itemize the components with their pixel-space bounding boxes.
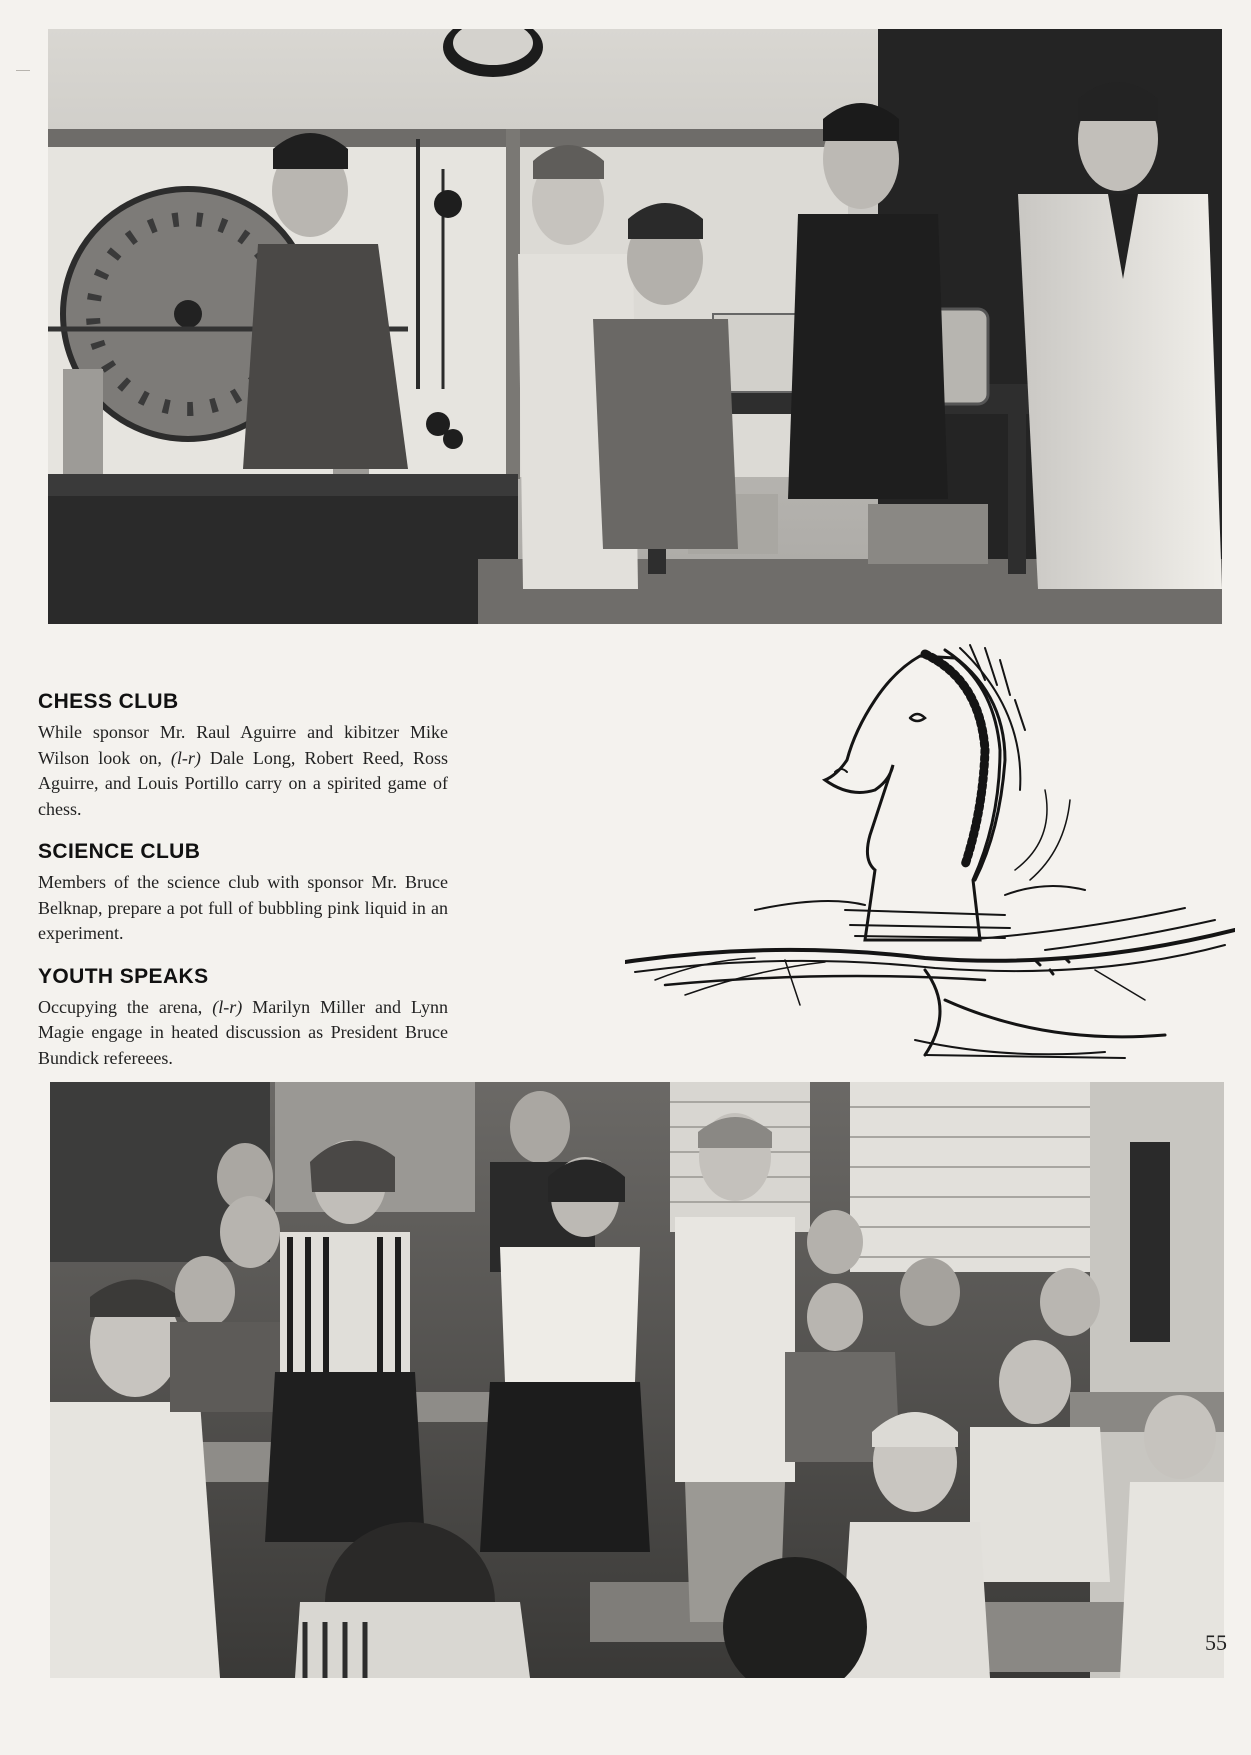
youth-speaks-photo <box>50 1082 1224 1678</box>
science-club-caption <box>38 840 448 947</box>
caption-text: While sponsor Mr. Raul Aguirre and kibitzer Mike Wilson look on, (l-r) Dale Long, Robert Reed, Ross Aguirre, and Louis Portillo carry on a spirited game of chess. <box>38 722 448 819</box>
caption-heading: CHESS CLUB <box>38 690 179 713</box>
youth-speaks-caption <box>38 965 448 1072</box>
caption-heading: YOUTH SPEAKS <box>38 964 209 988</box>
page-number: 55 <box>1205 1630 1227 1655</box>
page-edge-mark <box>16 70 30 71</box>
caption-text: Members of the science club with sponsor Mr. Bruce Belknap, prepare a pot full of bubbling pink liquid in an experiment. <box>38 872 448 943</box>
caption-text: Occupying the arena, (l-r) Marilyn Miller and Lynn Magie engage in heated discussion as President Bruce Bundick refereees. <box>38 996 448 1068</box>
caption-heading: SCIENCE CLUB <box>38 840 201 863</box>
chess-club-caption <box>38 690 448 822</box>
science-club-photo <box>48 29 1222 624</box>
chess-knight-sketch <box>625 640 1235 1070</box>
captions-column <box>38 690 448 1089</box>
